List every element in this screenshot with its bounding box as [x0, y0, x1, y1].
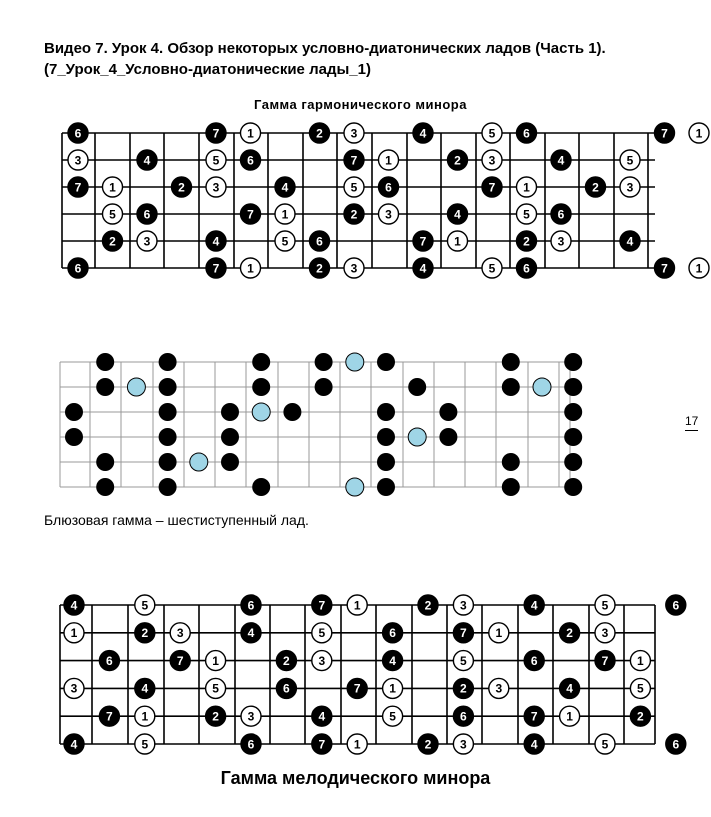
melodic-degree-label: 3: [318, 653, 326, 668]
blues-note-dot: [564, 378, 582, 396]
blues-note-dot: [564, 353, 582, 371]
harmonic-degree-label: 6: [74, 261, 82, 276]
harmonic-degree-label: 2: [350, 207, 358, 222]
harmonic-degree-label: 4: [419, 126, 427, 141]
blues-note-dot: [96, 478, 114, 496]
harmonic-degree-label: 3: [212, 180, 220, 195]
blues-blue-note-dot: [346, 478, 364, 496]
melodic-degree-label: 3: [460, 737, 467, 752]
blues-note-dot: [96, 378, 114, 396]
blues-note-dot: [377, 403, 395, 421]
harmonic-degree-label: 5: [488, 126, 496, 141]
melodic-degree-label: 7: [318, 737, 326, 752]
melodic-degree-label: 4: [530, 737, 538, 752]
melodic-degree-label: 1: [353, 598, 361, 613]
blues-note-dot: [315, 353, 333, 371]
blues-note-dot: [502, 453, 520, 471]
blues-scale-caption: Блюзовая гамма – шестиступенный лад.: [44, 512, 309, 528]
blues-note-dot: [564, 403, 582, 421]
melodic-degree-label: 3: [601, 626, 609, 641]
blues-note-dot: [221, 403, 239, 421]
blues-note-dot: [502, 353, 520, 371]
harmonic-degree-label: 3: [626, 180, 634, 195]
harmonic-degree-label: 7: [74, 180, 82, 195]
blues-blue-note-dot: [190, 453, 208, 471]
blues-note-dot: [159, 353, 177, 371]
melodic-degree-label: 4: [70, 598, 78, 613]
blues-note-dot: [377, 428, 395, 446]
harmonic-degree-label: 1: [695, 126, 703, 141]
melodic-degree-label: 7: [318, 598, 326, 613]
harmonic-degree-label: 2: [454, 153, 461, 168]
harmonic-degree-label: 7: [247, 207, 254, 222]
harmonic-degree-label: 5: [281, 234, 289, 249]
harmonic-degree-label: 2: [592, 180, 599, 195]
melodic-degree-label: 6: [283, 681, 290, 696]
melodic-degree-label: 5: [601, 598, 609, 613]
melodic-degree-label: 5: [318, 626, 326, 641]
harmonic-degree-label: 1: [247, 126, 254, 141]
blues-note-dot: [252, 478, 270, 496]
harmonic-degree-label: 1: [247, 261, 254, 276]
melodic-degree-label: 4: [566, 681, 573, 696]
harmonic-degree-label: 3: [385, 207, 392, 222]
melodic-degree-label: 6: [530, 653, 538, 668]
melodic-degree-label: 2: [566, 626, 573, 641]
melodic-degree-label: 3: [247, 709, 255, 724]
blues-note-dot: [96, 353, 114, 371]
blues-note-dot: [377, 453, 395, 471]
blues-blue-note-dot: [408, 428, 426, 446]
melodic-degree-label: 3: [70, 681, 78, 696]
blues-note-dot: [252, 353, 270, 371]
harmonic-degree-label: 7: [212, 261, 220, 276]
melodic-degree-label: 5: [212, 681, 219, 696]
harmonic-degree-label: 6: [247, 153, 254, 168]
blues-note-dot: [283, 403, 301, 421]
harmonic-degree-label: 3: [350, 261, 358, 276]
melodic-degree-label: 1: [70, 626, 78, 641]
harmonic-degree-label: 1: [385, 153, 392, 168]
harmonic-degree-label: 4: [281, 180, 289, 195]
harmonic-degree-label: 6: [523, 126, 530, 141]
melodic-degree-label: 5: [460, 653, 467, 668]
melodic-degree-label: 2: [424, 737, 432, 752]
blues-note-dot: [159, 403, 177, 421]
harmonic-degree-label: 3: [143, 234, 151, 249]
harmonic-degree-label: 6: [143, 207, 151, 222]
melodic-degree-label: 3: [176, 626, 184, 641]
melodic-degree-label: 1: [141, 709, 149, 724]
melodic-degree-label: 3: [495, 681, 503, 696]
blues-note-dot: [408, 378, 426, 396]
melodic-degree-label: 1: [212, 653, 219, 668]
melodic-degree-label: 6: [672, 598, 680, 613]
melodic-degree-label: 6: [106, 653, 113, 668]
melodic-degree-label: 7: [460, 626, 467, 641]
melodic-degree-label: 1: [495, 626, 503, 641]
melodic-degree-label: 7: [601, 653, 609, 668]
blues-note-dot: [439, 403, 457, 421]
blues-note-dot: [65, 403, 83, 421]
harmonic-degree-label: 4: [454, 207, 461, 222]
melodic-degree-label: 7: [176, 653, 184, 668]
harmonic-degree-label: 1: [281, 207, 289, 222]
harmonic-degree-label: 1: [454, 234, 461, 249]
blues-blue-note-dot: [127, 378, 145, 396]
blues-note-dot: [377, 353, 395, 371]
harmonic-degree-label: 5: [109, 207, 116, 222]
melodic-degree-label: 7: [530, 709, 538, 724]
harmonic-degree-label: 1: [695, 261, 703, 276]
melodic-degree-label: 3: [460, 598, 467, 613]
melodic-group: [60, 595, 686, 754]
blues-note-dot: [65, 428, 83, 446]
harmonic-degree-label: 6: [557, 207, 565, 222]
harmonic-degree-label: 2: [523, 234, 530, 249]
melodic-minor-caption: Гамма мелодического минора: [220, 768, 491, 788]
melodic-degree-label: 4: [530, 598, 538, 613]
harmonic-degree-label: 4: [626, 234, 634, 249]
header-line-1: Видео 7. Урок 4. Обзор некоторых условно-диатонических ладов (Часть 1).: [44, 40, 606, 57]
harmonic-degree-label: 3: [74, 153, 82, 168]
melodic-degree-label: 5: [637, 681, 644, 696]
page-number: 17: [685, 414, 698, 431]
blues-note-dot: [221, 428, 239, 446]
harmonic-degree-label: 3: [488, 153, 496, 168]
melodic-degree-label: 1: [353, 737, 361, 752]
harmonic-degree-label: 2: [109, 234, 116, 249]
melodic-degree-label: 2: [283, 653, 290, 668]
harmonic-degree-label: 4: [143, 153, 151, 168]
melodic-degree-label: 7: [353, 681, 361, 696]
melodic-degree-label: 2: [212, 709, 219, 724]
melodic-degree-label: 7: [106, 709, 113, 724]
harmonic-degree-label: 5: [523, 207, 530, 222]
harmonic-degree-label: 2: [178, 180, 185, 195]
blues-note-dot: [564, 453, 582, 471]
blues-note-dot: [502, 478, 520, 496]
blues-note-dot: [377, 478, 395, 496]
blues-note-dot: [252, 378, 270, 396]
harmonic-degree-label: 7: [661, 261, 668, 276]
blues-blue-note-dot: [346, 353, 364, 371]
harmonic-degree-label: 6: [316, 234, 323, 249]
blues-blue-note-dot: [252, 403, 270, 421]
harmonic-degree-label: 6: [74, 126, 82, 141]
blues-note-dot: [159, 478, 177, 496]
harmonic-degree-label: 6: [523, 261, 530, 276]
melodic-degree-label: 5: [601, 737, 609, 752]
harmonic-degree-label: 5: [626, 153, 634, 168]
harmonic-degree-label: 7: [488, 180, 496, 195]
harmonic-degree-label: 2: [316, 126, 323, 141]
melodic-degree-label: 2: [637, 709, 644, 724]
blues-note-dot: [564, 478, 582, 496]
blues-note-dot: [159, 378, 177, 396]
harmonic-degree-label: 7: [661, 126, 668, 141]
melodic-degree-label: 4: [70, 737, 78, 752]
harmonic-degree-label: 1: [109, 180, 116, 195]
harmonic-degree-label: 2: [316, 261, 323, 276]
blues-note-dot: [564, 428, 582, 446]
melodic-degree-label: 1: [566, 709, 573, 724]
melodic-degree-label: 4: [247, 626, 255, 641]
melodic-degree-label: 5: [141, 598, 149, 613]
melodic-degree-label: 4: [141, 681, 149, 696]
harmonic-degree-label: 4: [419, 261, 427, 276]
harmonic-minor-caption: Гамма гармонического минора: [254, 97, 467, 112]
harmonic-degree-label: 3: [557, 234, 565, 249]
melodic-degree-label: 5: [141, 737, 149, 752]
melodic-degree-label: 6: [247, 598, 255, 613]
blues-note-dot: [502, 378, 520, 396]
harmonic-degree-label: 1: [523, 180, 530, 195]
blues-note-dot: [221, 453, 239, 471]
melodic-degree-label: 4: [318, 709, 326, 724]
melodic-degree-label: 6: [672, 737, 680, 752]
melodic-degree-label: 1: [637, 653, 644, 668]
melodic-degree-label: 4: [389, 653, 396, 668]
melodic-degree-label: 2: [141, 626, 149, 641]
harmonic-degree-label: 4: [212, 234, 220, 249]
blues-blue-note-dot: [533, 378, 551, 396]
melodic-degree-label: 1: [389, 681, 396, 696]
melodic-degree-label: 2: [460, 681, 467, 696]
harmonic-degree-label: 4: [557, 153, 565, 168]
melodic-degree-label: 6: [460, 709, 467, 724]
harmonic-degree-label: 7: [419, 234, 427, 249]
harmonic-degree-label: 5: [350, 180, 358, 195]
harmonic-degree-label: 7: [212, 126, 220, 141]
melodic-degree-label: 2: [424, 598, 432, 613]
harmonic-degree-label: 5: [488, 261, 496, 276]
blues-note-dot: [315, 378, 333, 396]
header-line-2: (7_Урок_4_Условно-диатонические лады_1): [44, 61, 371, 78]
blues-note-dot: [159, 453, 177, 471]
harmonic-degree-label: 5: [212, 153, 220, 168]
blues-group: [60, 353, 582, 496]
melodic-degree-label: 6: [247, 737, 255, 752]
harmonic-degree-label: 3: [350, 126, 358, 141]
harmonic-degree-label: 7: [350, 153, 358, 168]
harmonic-degree-label: 6: [385, 180, 392, 195]
harmonic-group: [62, 123, 709, 278]
melodic-degree-label: 5: [389, 709, 396, 724]
melodic-degree-label: 6: [389, 626, 396, 641]
blues-note-dot: [96, 453, 114, 471]
blues-note-dot: [439, 428, 457, 446]
blues-note-dot: [159, 428, 177, 446]
